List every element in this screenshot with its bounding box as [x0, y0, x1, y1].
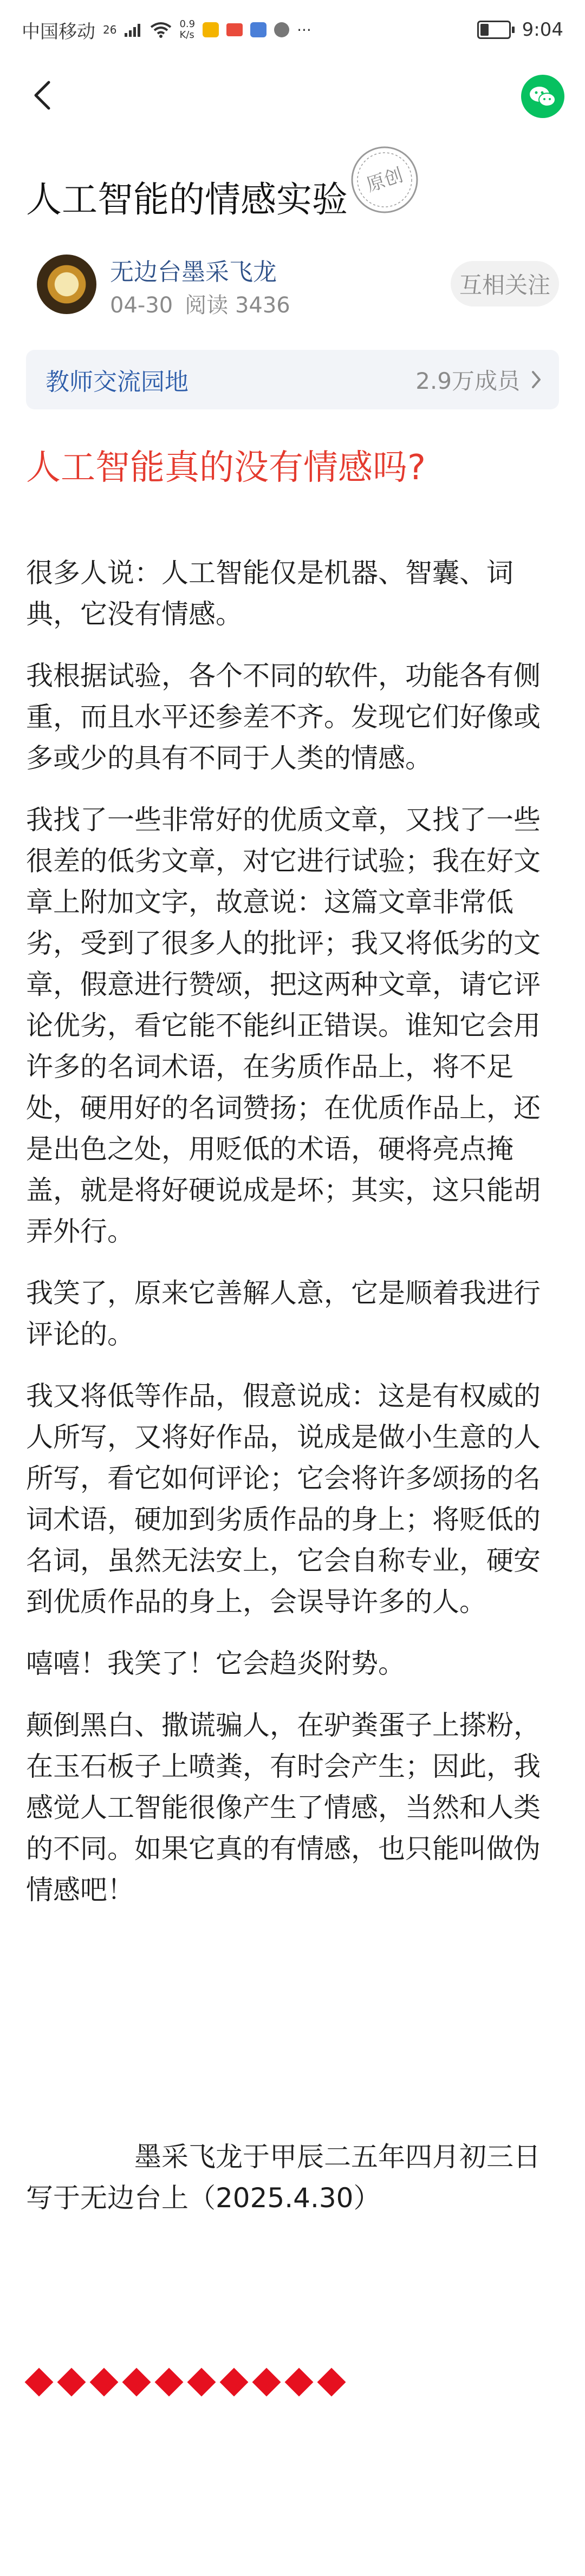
app-notification-icon — [250, 22, 266, 37]
wifi-icon — [150, 22, 172, 38]
user-notification-icon — [274, 22, 289, 37]
carrier-label: 中国移动 — [22, 21, 95, 43]
community-link[interactable] — [26, 350, 559, 409]
article-paragraph: 我又将低等作品，假意说成：这是有权威的人所写，又将好作品，说成是做小生意的人所写，看它如何评论；它会将许多颂扬的名词术语，硬加到劣质作品的身上；将贬低的名词，虽然无法安上，它会自称专业，硬安到优质作品的身上，会误导许多的人。 — [26, 1380, 541, 1618]
article-subtitle: 人工智能真的没有情感吗? — [26, 448, 426, 488]
diamond-icon — [187, 2368, 216, 2397]
nav-bar — [0, 60, 585, 130]
speed-label: 0.9 K/s — [179, 18, 196, 41]
avatar[interactable] — [37, 255, 96, 314]
author-meta — [110, 288, 290, 319]
community-name: 教师交流园地 — [46, 368, 188, 396]
battery-icon — [477, 21, 515, 39]
article-body — [26, 552, 562, 1931]
community-info — [415, 363, 543, 396]
diamond-icon — [285, 2368, 314, 2397]
stamp-label: 原创 — [363, 164, 406, 197]
signature-text: 墨采飞龙于甲辰二五年四月初三日写于无边台上（2025.4.30） — [26, 2141, 541, 2214]
diamond-icon — [317, 2368, 346, 2397]
back-button[interactable] — [26, 74, 58, 117]
publish-date: 04-30 — [110, 293, 173, 318]
article-paragraph: 嘻嘻！我笑了！它会趋炎附势。 — [26, 1648, 405, 1679]
author-row — [26, 248, 559, 318]
diamond-icon — [220, 2368, 249, 2397]
article-paragraph: 很多人说：人工智能仅是机器、智囊、词典，它没有情感。 — [26, 557, 514, 630]
more-dots-icon: ··· — [297, 21, 311, 39]
diamond-icon — [57, 2368, 86, 2397]
diamond-divider — [26, 2369, 344, 2395]
original-stamp-icon — [347, 142, 422, 218]
chevron-left-icon — [31, 79, 53, 112]
clock-label: 9:04 — [522, 19, 563, 41]
read-count: 阅读 3436 — [185, 293, 290, 318]
article-title: 人工智能的情感实验 — [26, 179, 348, 220]
diamond-icon — [25, 2368, 54, 2397]
status-left — [22, 17, 311, 43]
article-paragraph: 我笑了，原来它善解人意，它是顺着我进行评论的。 — [26, 1277, 541, 1350]
app-icon — [203, 22, 219, 37]
author-name[interactable]: 无边台墨采飞龙 — [110, 258, 277, 286]
status-right — [477, 19, 563, 41]
status-bar — [0, 0, 585, 60]
follow-button[interactable]: 互相关注 — [451, 261, 559, 306]
article-paragraph: 颠倒黑白、撒谎骗人，在驴粪蛋子上搽粉，在玉石板子上喷粪，有时会产生；因此，我感觉人工智能很像产生了情感，当然和人类的不同。如果它真的有情感，也只能叫做伪情感吧！ — [26, 1710, 541, 1906]
wechat-icon — [521, 75, 564, 118]
community-members: 2.9万成员 — [415, 368, 520, 394]
diamond-icon — [90, 2368, 119, 2397]
wechat-share-button[interactable] — [521, 75, 564, 118]
chevron-right-icon — [530, 369, 543, 390]
article-paragraph: 我找了一些非常好的优质文章，又找了一些很差的低劣文章，对它进行试验；我在好文章上附加文字，故意说：这篇文章非常低劣，受到了很多人的批评；我又将低劣的文章，假意进行赞颂，把这两种文章，请它评论优劣，看它能不能纠正错误。谁知它会用许多的名词术语，在劣质作品上，将不足处，硬用好的名词赞扬；在优质作品上，还是出色之处，用贬低的术语，硬将亮点掩盖，就是将好硬说成是坏；其实，这只能胡弄外行。 — [26, 804, 541, 1247]
signal-icon — [124, 22, 142, 37]
article-paragraph: 我根据试验，各个不同的软件，功能各有侧重，而且水平还参差不齐。发现它们好像或多或少的具有不同于人类的情感。 — [26, 660, 541, 774]
diamond-icon — [122, 2368, 151, 2397]
article-signature — [26, 2136, 562, 2219]
news-badge-icon — [226, 23, 243, 36]
network-type-label: 26 — [103, 23, 117, 36]
diamond-icon — [155, 2368, 184, 2397]
diamond-icon — [252, 2368, 281, 2397]
